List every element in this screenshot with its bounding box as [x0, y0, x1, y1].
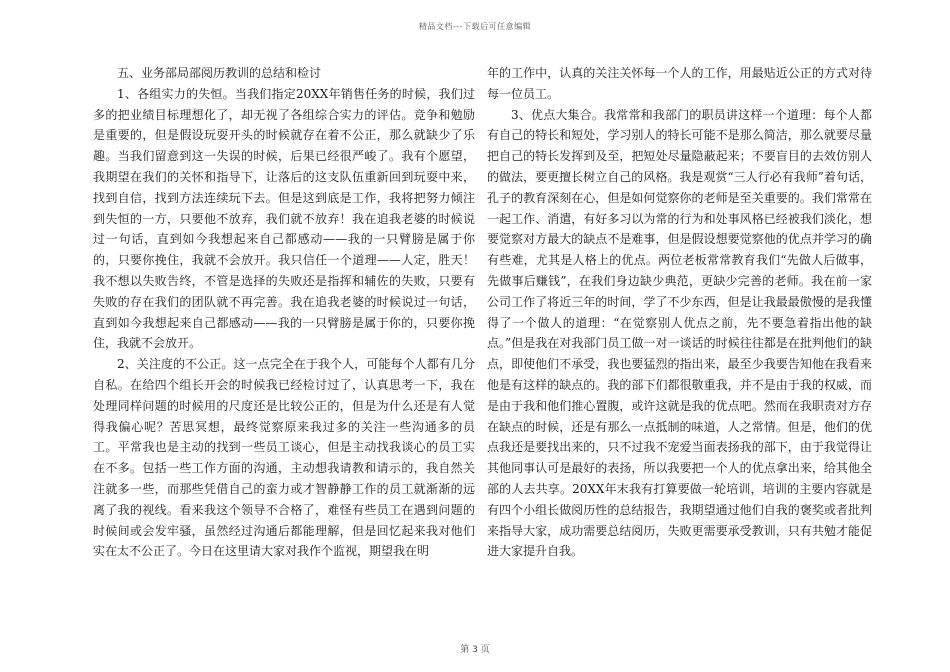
paragraph-3: 3、优点大集合。我常常和我部门的职员讲这样一个道理：每个人都有自己的特长和短处，学习别人的特长可能不是那么简洁，那么就要尽量把自己的特长发挥到及至，把短处尽量隐蔽起来；不要盲目的去效仿别人的做法，要更擅长树立自己的风格。我是观赏“三人行必有我师”着句话，孔子的教育深刻在心，但是如何觉察你的老师是至关重要的。我们常常在一起工作、消遣，有好多习以为常的行为和处事风格已经被我们淡化，想要觉察对方最大的缺点不是难事，但是假设想要觉察他的优点并学习的确有些难，尤其是人格上的优点。两位老板常常教育我们“先做人后做事，先做事后赚钱”，在我们身边缺少典范，更缺少完善的老师。我在前一家公司工作了将近三年的时间，学了不少东西，但是让我最最傲慢的是我懂得了一个做人的道理：“在觉察别人优点之前，先不要急着指出他的缺点。”但是我在对我部门员工做一对一谈话的时候往往都是在批判他们的缺点，即使他们不承受，我也要猛烈的指出来，最至少我要告知他在我看来他是有这样的缺点的。我的部下们都很敬重我，并不是由于我的权威，而是由于我和他们推心置腹，或许这就是我的优点吧。然而在我职责对方存在缺点的时候，还是有那么一点抵制的味道，人之常情。但是，他们的优点我还是要找出来的，只不过我不宠爱当面表扬我的部下，由于我觉得让其他同事认可是最好的表扬，所以我要把一个人的优点拿出来，给其他全部的人去共享。20XX年末我有打算要做一轮培训，培训的主要内容就是有四个小组长做阅历性的总结报告，我期望通过他们自我的褒奖或者批判来指导大家，成功需要总结阅历，失败更需要承受教训，只有共勉才能促进大家提升自我。 [487, 107, 872, 559]
page-header: 精品文档---下载后可任意编辑 [418, 22, 532, 31]
paragraph-1: 1、各组实力的失恒。当我们指定20XX年销售任务的时候，我们过多的把业绩目标理想化了，却无视了各组综合实力的评估。竞争和勉励是重要的，但是假设玩耍开头的时候就存在着不公正，那么就缺少了乐趣。当我们留意到这一失误的时候，后果已经很严峻了。我有个愿望，我期望在我们的关怀和指导下，让落后的这支队伍重新回到玩耍中来，找到自信，找到方法连续玩下去。但是这到底是工作，我将把努力倾注到失恒的一方，只要他不放弃，我们就不放弃！我在追我老婆的时候说过一句话，直到如今我想起来自己都感动——我的一只臂膀是属于你的，只要你挽住，我就不会放开。我只信任一个道理——人定，胜天！我不想以失败告终，不管是选择的失败还是指挥和辅佐的失败，只要有失败的存在我们的团队就不再完善。我在追我老婆的时候说过一句话，直到如今我想起来自己都感动——我的一只臂膀是属于你的，只要你挽住，我就不会放开。 [93, 86, 475, 351]
right-column [487, 63, 872, 562]
left-column [93, 63, 475, 562]
section-heading: 五、业务部局部阅历教训的总结和检讨 [117, 66, 322, 80]
paragraph-2: 2、关注度的不公正。这一点完全在于我个人，可能每个人都有几分自私。在给四个组长开会的时候我已经检讨过了，认真思考一下，我在处理同样问题的时候用的尺度还是比较公正的，但是为什么还是有人觉得我偏心呢？苦思冥想，最终觉察原来我过多的关注一些沟通多的员工。平常我也是主动的找到一些员工谈心，但是主动找我谈心的员工实在不多。包括一些工作方面的沟通，主动想我请教和请示的，我自然关注就多一些，而那些凭借自己的蛮力或才智静静工作的员工就渐渐的远离了我的视线。看来我这个领导不合格了，难怪有些员工在遇到问题的时候间或会发牢骚，虽然经过沟通后都能理解，但是回忆起来我对他们实在太不公正了。今日在这里请大家对我作个监视，期望我在明 [93, 357, 475, 559]
page-number: 第 3 页 [460, 645, 490, 655]
paragraph-2-continuation: 年的工作中，认真的关注关怀每一个人的工作，用最贴近公正的方式对待每一位员工。 [487, 66, 872, 101]
